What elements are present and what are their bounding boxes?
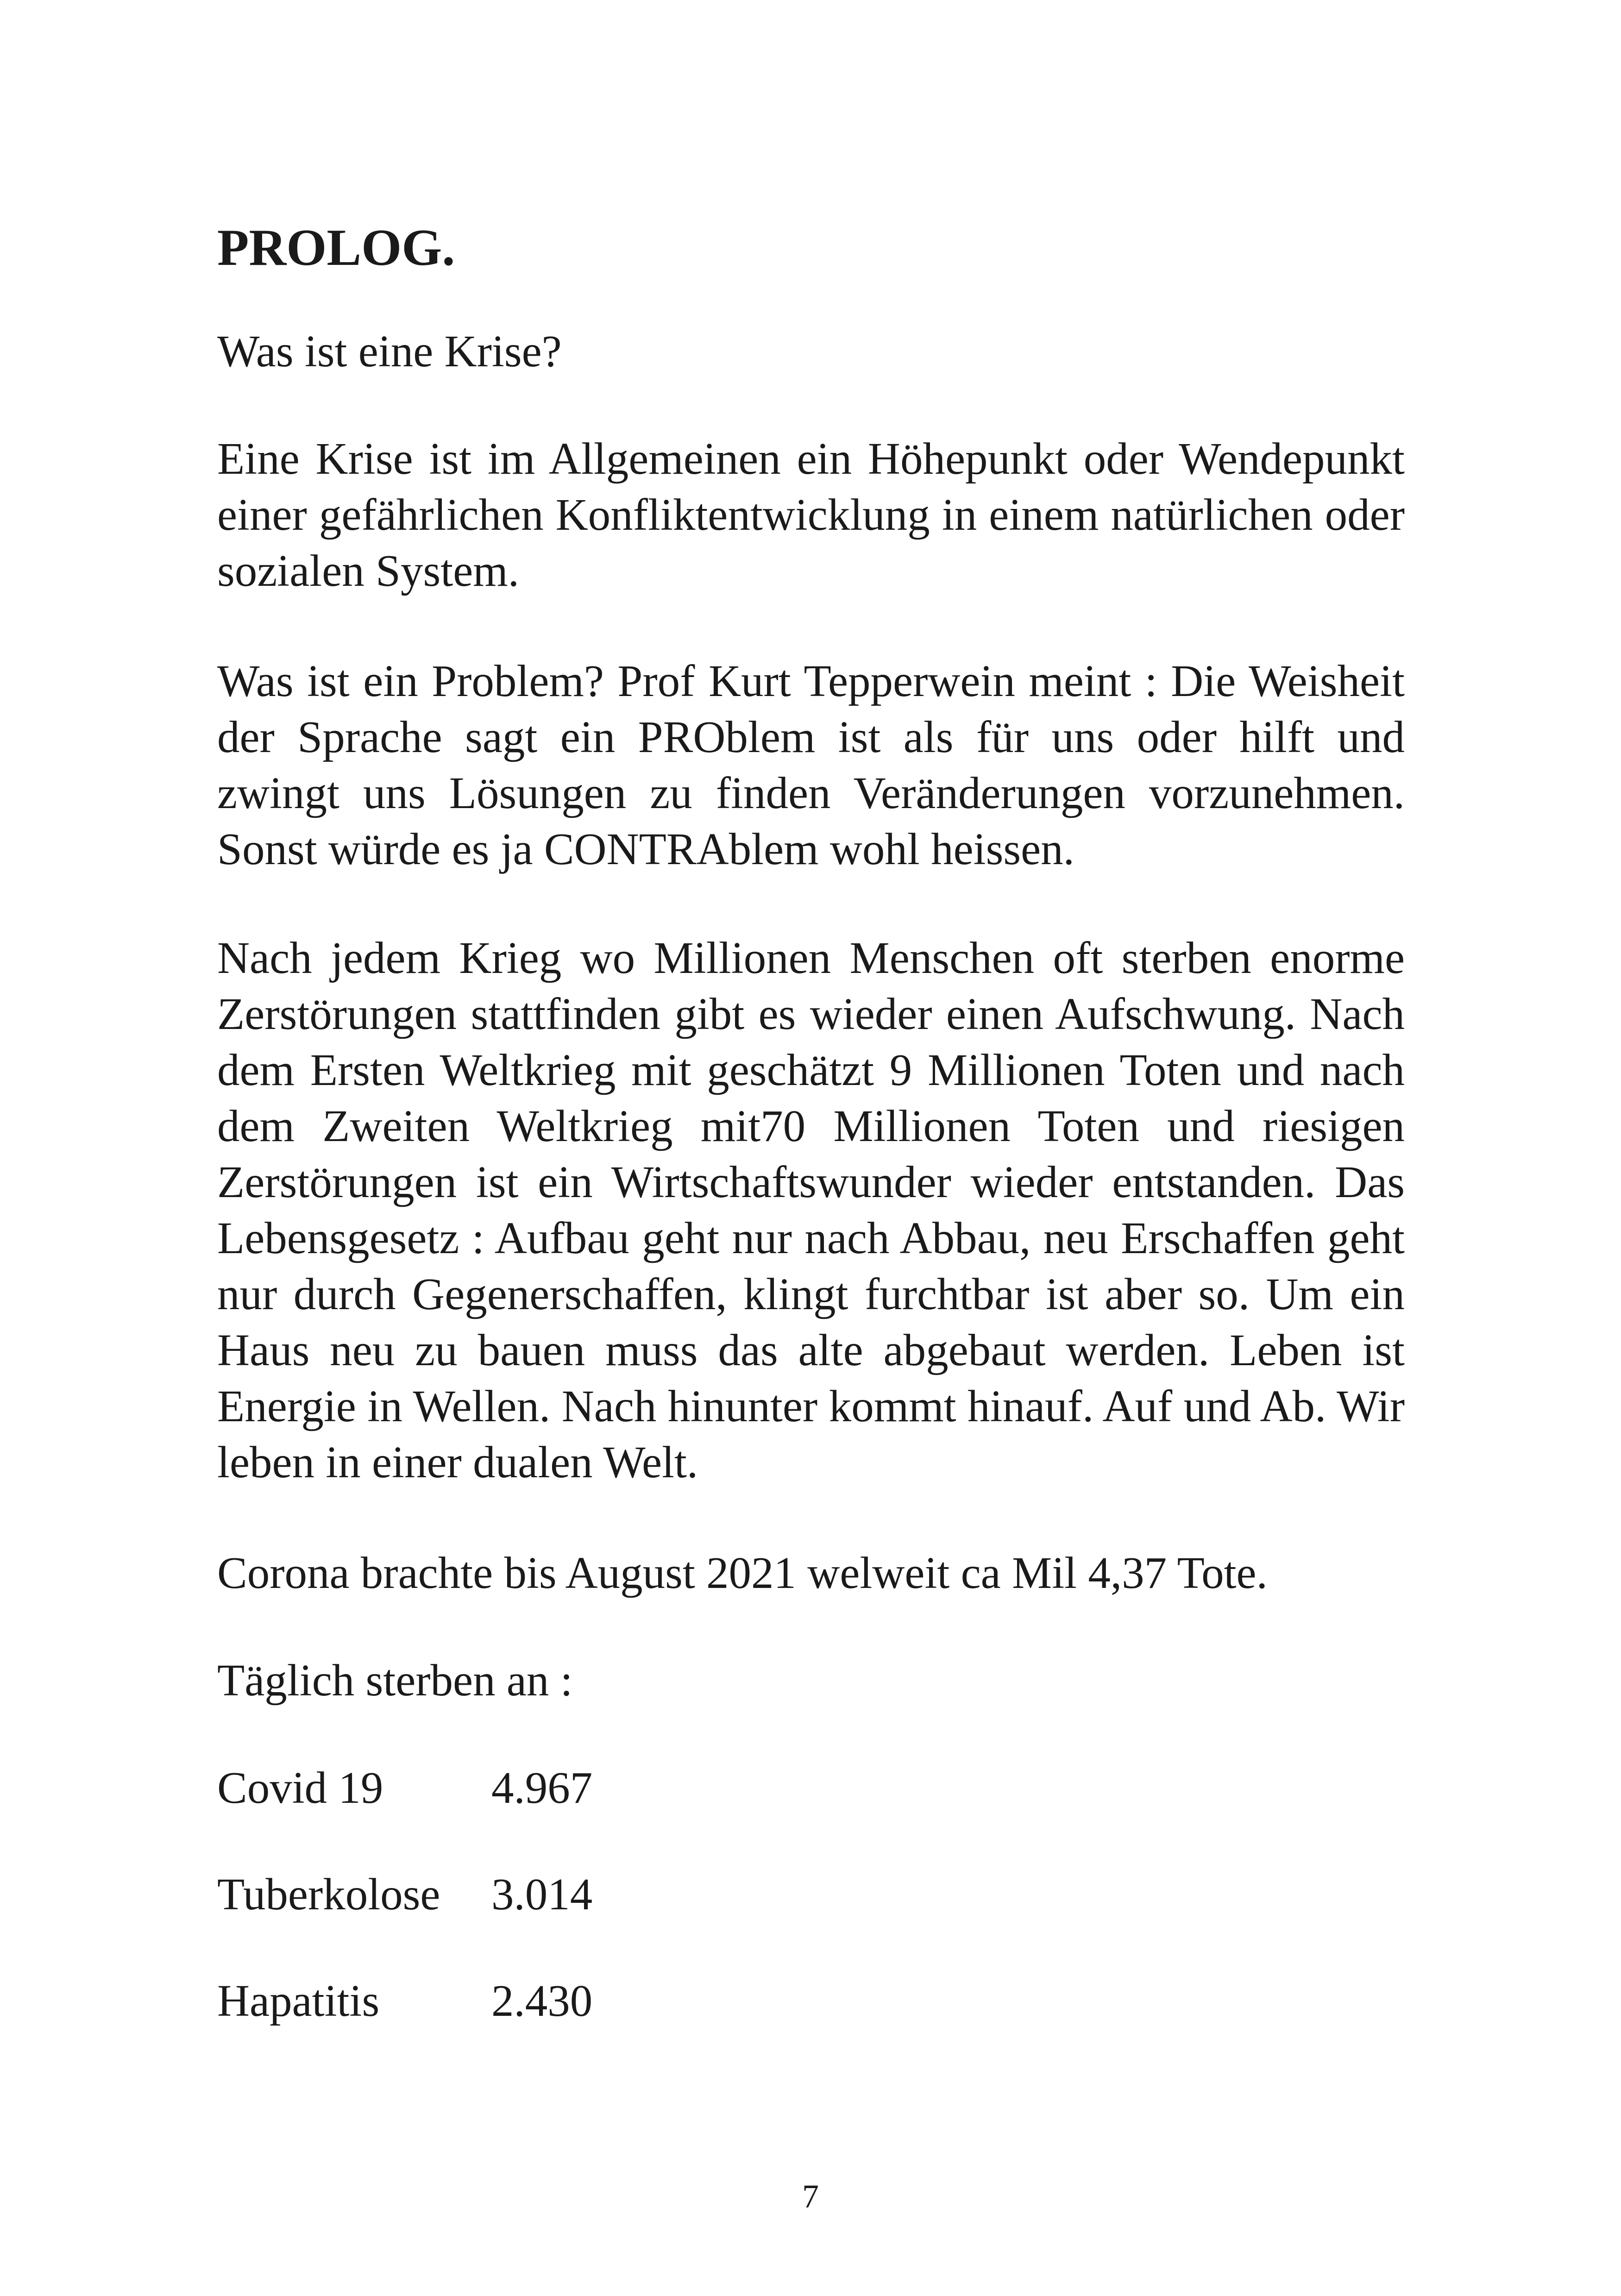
death-count: 2.430: [491, 1976, 593, 2026]
corona-line: Corona brachte bis August 2021 welweit ca Mil 4,37 Tote.: [217, 1548, 1268, 1598]
disease-name: Hapatitis: [217, 1976, 380, 2026]
death-count: 4.967: [491, 1763, 593, 1813]
chapter-heading: PROLOG.: [217, 219, 455, 276]
death-count: 3.014: [491, 1869, 593, 1919]
paragraph-krise: Eine Krise ist im Allgemeinen ein Höhepunkt oder Wendepunkt einer gefährlichen Konfliktentwicklung in einem natürlichen oder sozialen System.: [217, 434, 1405, 596]
disease-name: Covid 19: [217, 1763, 383, 1813]
paragraph-problem: Was ist ein Problem? Prof Kurt Tepperwein meint : Die Weisheit der Sprache sagt ein PROblem ist als für uns oder hilft und zwingt uns Lösungen zu finden Veränderungen vorzunehmen. Sonst würde es ja CONTRAblem wohl heissen.: [217, 656, 1405, 874]
daily-deaths-intro: Täglich sterben an :: [217, 1656, 573, 1705]
question-krise: Was ist eine Krise?: [217, 326, 562, 376]
disease-name: Tuberkolose: [217, 1869, 440, 1919]
paragraph-krieg: Nach jedem Krieg wo Millionen Menschen oft sterben enorme Zerstörungen stattfinden gibt es wieder einen Aufschwung. Nach dem Ersten Weltkrieg mit geschätzt 9 Millionen Toten und nach dem Zweiten Weltkrieg mit70 Millionen Toten und riesigen Zerstörungen ist ein Wirtschaftswunder wieder entstanden. Das Lebensgesetz : Aufbau geht nur nach Abbau, neu Erschaffen geht nur durch Gegenerschaffen, klingt furchtbar ist aber so. Um ein Haus neu zu bauen muss das alte abgebaut werden. Leben ist Energie in Wellen. Nach hinunter kommt hinauf. Auf und Ab. Wir leben in einer dualen Welt.: [217, 933, 1405, 1487]
page-number: 7: [802, 2178, 819, 2215]
